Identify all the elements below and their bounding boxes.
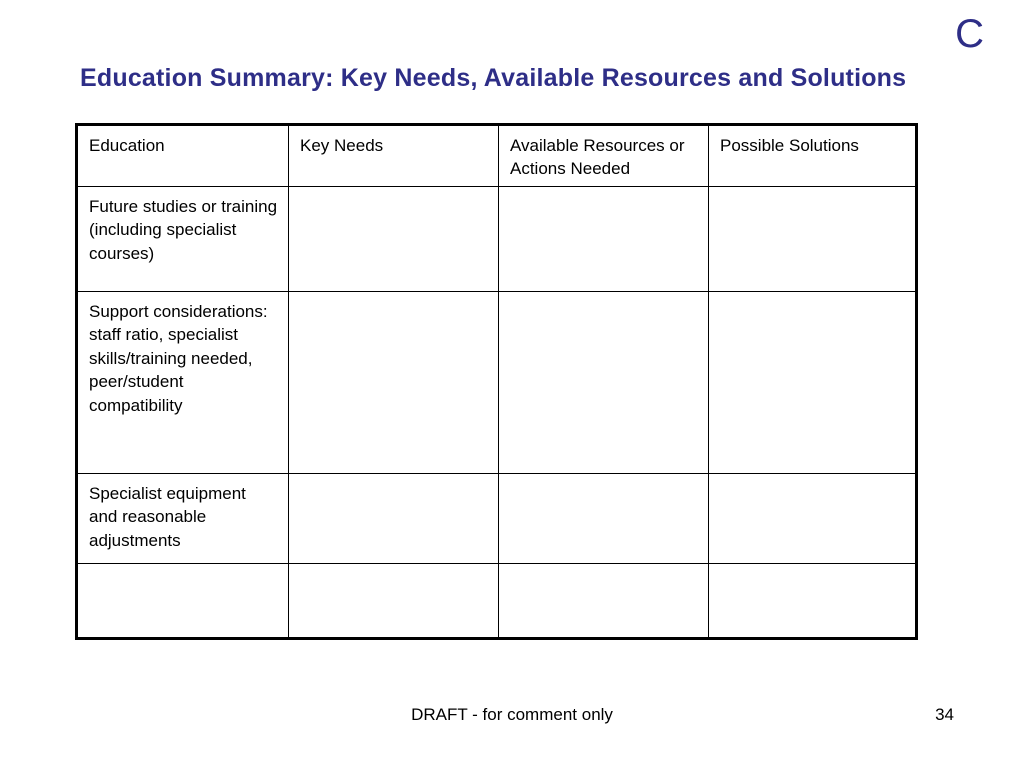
slide-footer [0, 705, 1024, 731]
column-header-available-resources: Available Resources or Actions Needed [499, 125, 709, 187]
table-row-blank [77, 564, 917, 639]
table-cell [289, 292, 499, 474]
table-row-support-considerations [77, 292, 917, 474]
page-title: Education Summary: Key Needs, Available Resources and Solutions [80, 64, 907, 92]
table-header-row [77, 125, 917, 187]
column-header-education: Education [77, 125, 289, 187]
table-cell [289, 474, 499, 564]
table-cell [709, 292, 917, 474]
column-header-possible-solutions: Possible Solutions [709, 125, 917, 187]
table-cell [709, 564, 917, 639]
table-cell [289, 564, 499, 639]
page-number: 34 [935, 705, 954, 724]
corner-letter: C [955, 12, 984, 56]
table-cell [499, 187, 709, 292]
education-summary-table [75, 123, 918, 640]
table-row-specialist-equipment [77, 474, 917, 564]
column-header-key-needs: Key Needs [289, 125, 499, 187]
table-cell [499, 292, 709, 474]
table-cell [709, 187, 917, 292]
row-label: Future studies or training (including specialist courses) [77, 187, 289, 292]
table-cell [499, 564, 709, 639]
row-label [77, 564, 289, 639]
table-row-future-studies [77, 187, 917, 292]
row-label: Specialist equipment and reasonable adjustments [77, 474, 289, 564]
row-label: Support considerations: staff ratio, specialist skills/training needed, peer/student compatibility [77, 292, 289, 474]
draft-label: DRAFT - for comment only [411, 705, 613, 724]
table-cell [289, 187, 499, 292]
table-cell [709, 474, 917, 564]
table-cell [499, 474, 709, 564]
